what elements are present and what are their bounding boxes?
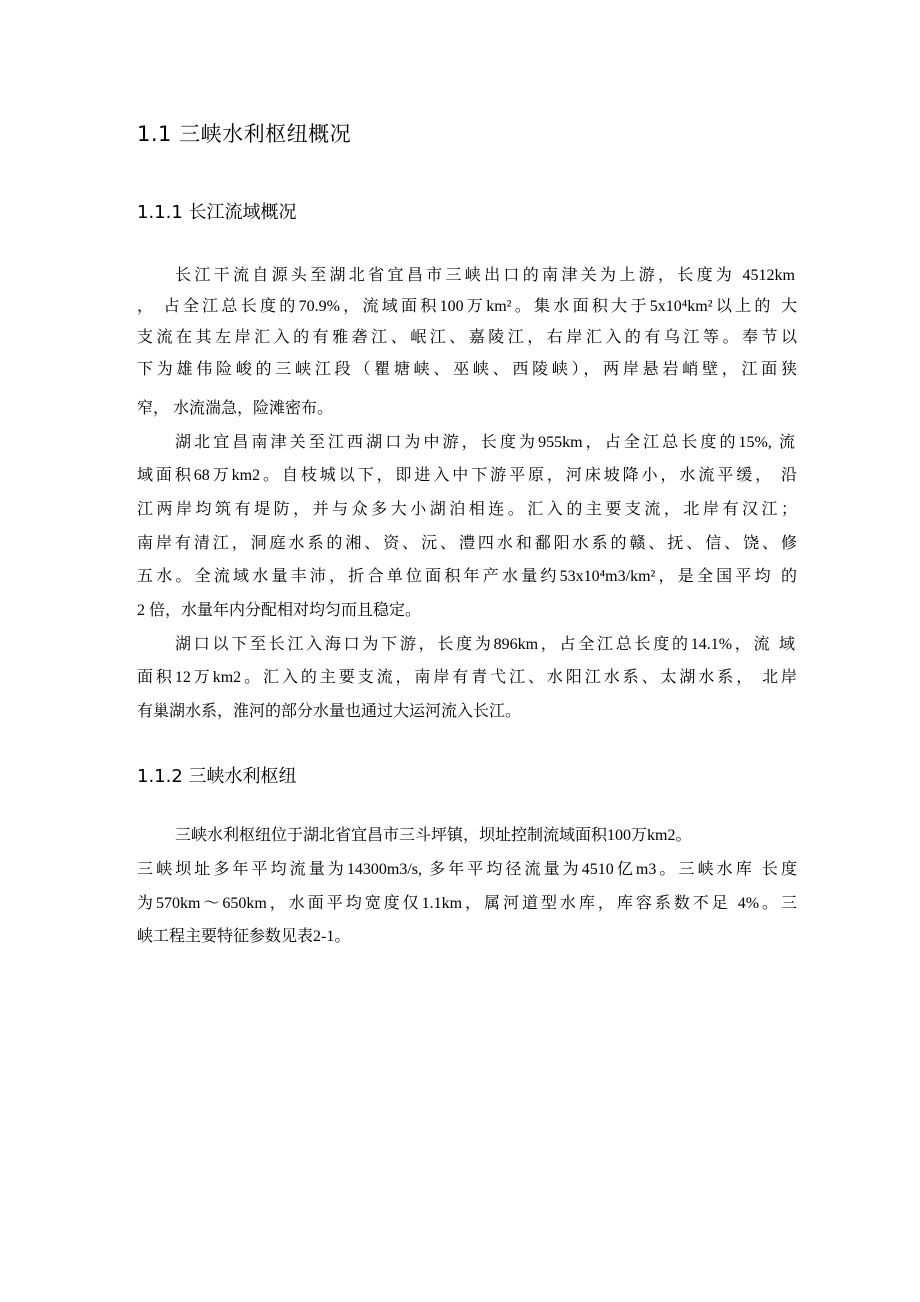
paragraph-line: 支流在其左岸汇入的有雅砻江、岷江、嘉陵江，右岸汇入的有乌江等。奉节以 <box>137 329 797 346</box>
paragraph-line: 下为雄伟险峻的三峡江段（瞿塘峡、巫峡、西陵峡），两岸悬岩峭壁，江面狭 <box>137 361 797 378</box>
paragraph-line: 面积12万km2。汇入的主要支流，南岸有青弋江、水阳江水系、太湖水系， 北岸 <box>137 669 797 686</box>
paragraph-line: 长江干流自源头至湖北省宜昌市三峡出口的南津关为上游，长度为 4512km <box>175 267 795 284</box>
paragraph-line: 域面积68万km2。自枝城以下，即进入中下游平原，河床坡降小，水流平缓， 沿 <box>137 467 797 484</box>
section-title: 1.1 三峡水利枢纽概况 <box>137 122 352 146</box>
paragraph-line: 南岸有清江，洞庭水系的湘、资、沅、澧四水和鄱阳水系的赣、抚、信、饶、修 <box>137 535 797 552</box>
paragraph-line: 湖口以下至长江入海口为下游，长度为896km，占全江总长度的14.1%，流 域 <box>175 636 795 653</box>
paragraph-line: 有巢湖水系，淮河的部分水量也通过大运河流入长江。 <box>137 703 522 720</box>
subsection-title-basin: 1.1.1 长江流域概况 <box>137 202 297 223</box>
paragraph-line: 湖北宜昌南津关至江西湖口为中游，长度为955km，占全江总长度的15%, 流 <box>175 434 795 451</box>
paragraph-line: 三峡坝址多年平均流量为14300m3/s, 多年平均径流量为4510亿m3。三峡水库 长度 <box>137 861 797 878</box>
subsection-title-dam: 1.1.2 三峡水利枢纽 <box>137 766 297 787</box>
paragraph-line: 三峡水利枢纽位于湖北省宜昌市三斗坪镇，坝址控制流域面积100万km2。 <box>175 827 692 844</box>
paragraph-line: 窄， 水流湍急，险滩密布。 <box>137 400 334 417</box>
paragraph-line: ， 占全江总长度的70.9%，流域面积100万km²。集水面积大于5x10⁴km²以上的 大 <box>137 298 797 315</box>
paragraph-line: 峡工程主要特征参数见表2-1。 <box>137 928 351 945</box>
paragraph-line: 2 倍，水量年内分配相对均匀而且稳定。 <box>137 602 422 619</box>
paragraph-line: 江两岸均筑有堤防，并与众多大小湖泊相连。汇入的主要支流，北岸有汉江； <box>137 501 797 518</box>
paragraph-line: 五水。全流域水量丰沛，折合单位面积年产水量约53x10⁴m3/km²，是全国平均 的 <box>137 568 797 585</box>
paragraph-line: 为570km～650km，水面平均宽度仅1.1km，属河道型水库，库容系数不足 4%。三 <box>137 895 797 912</box>
